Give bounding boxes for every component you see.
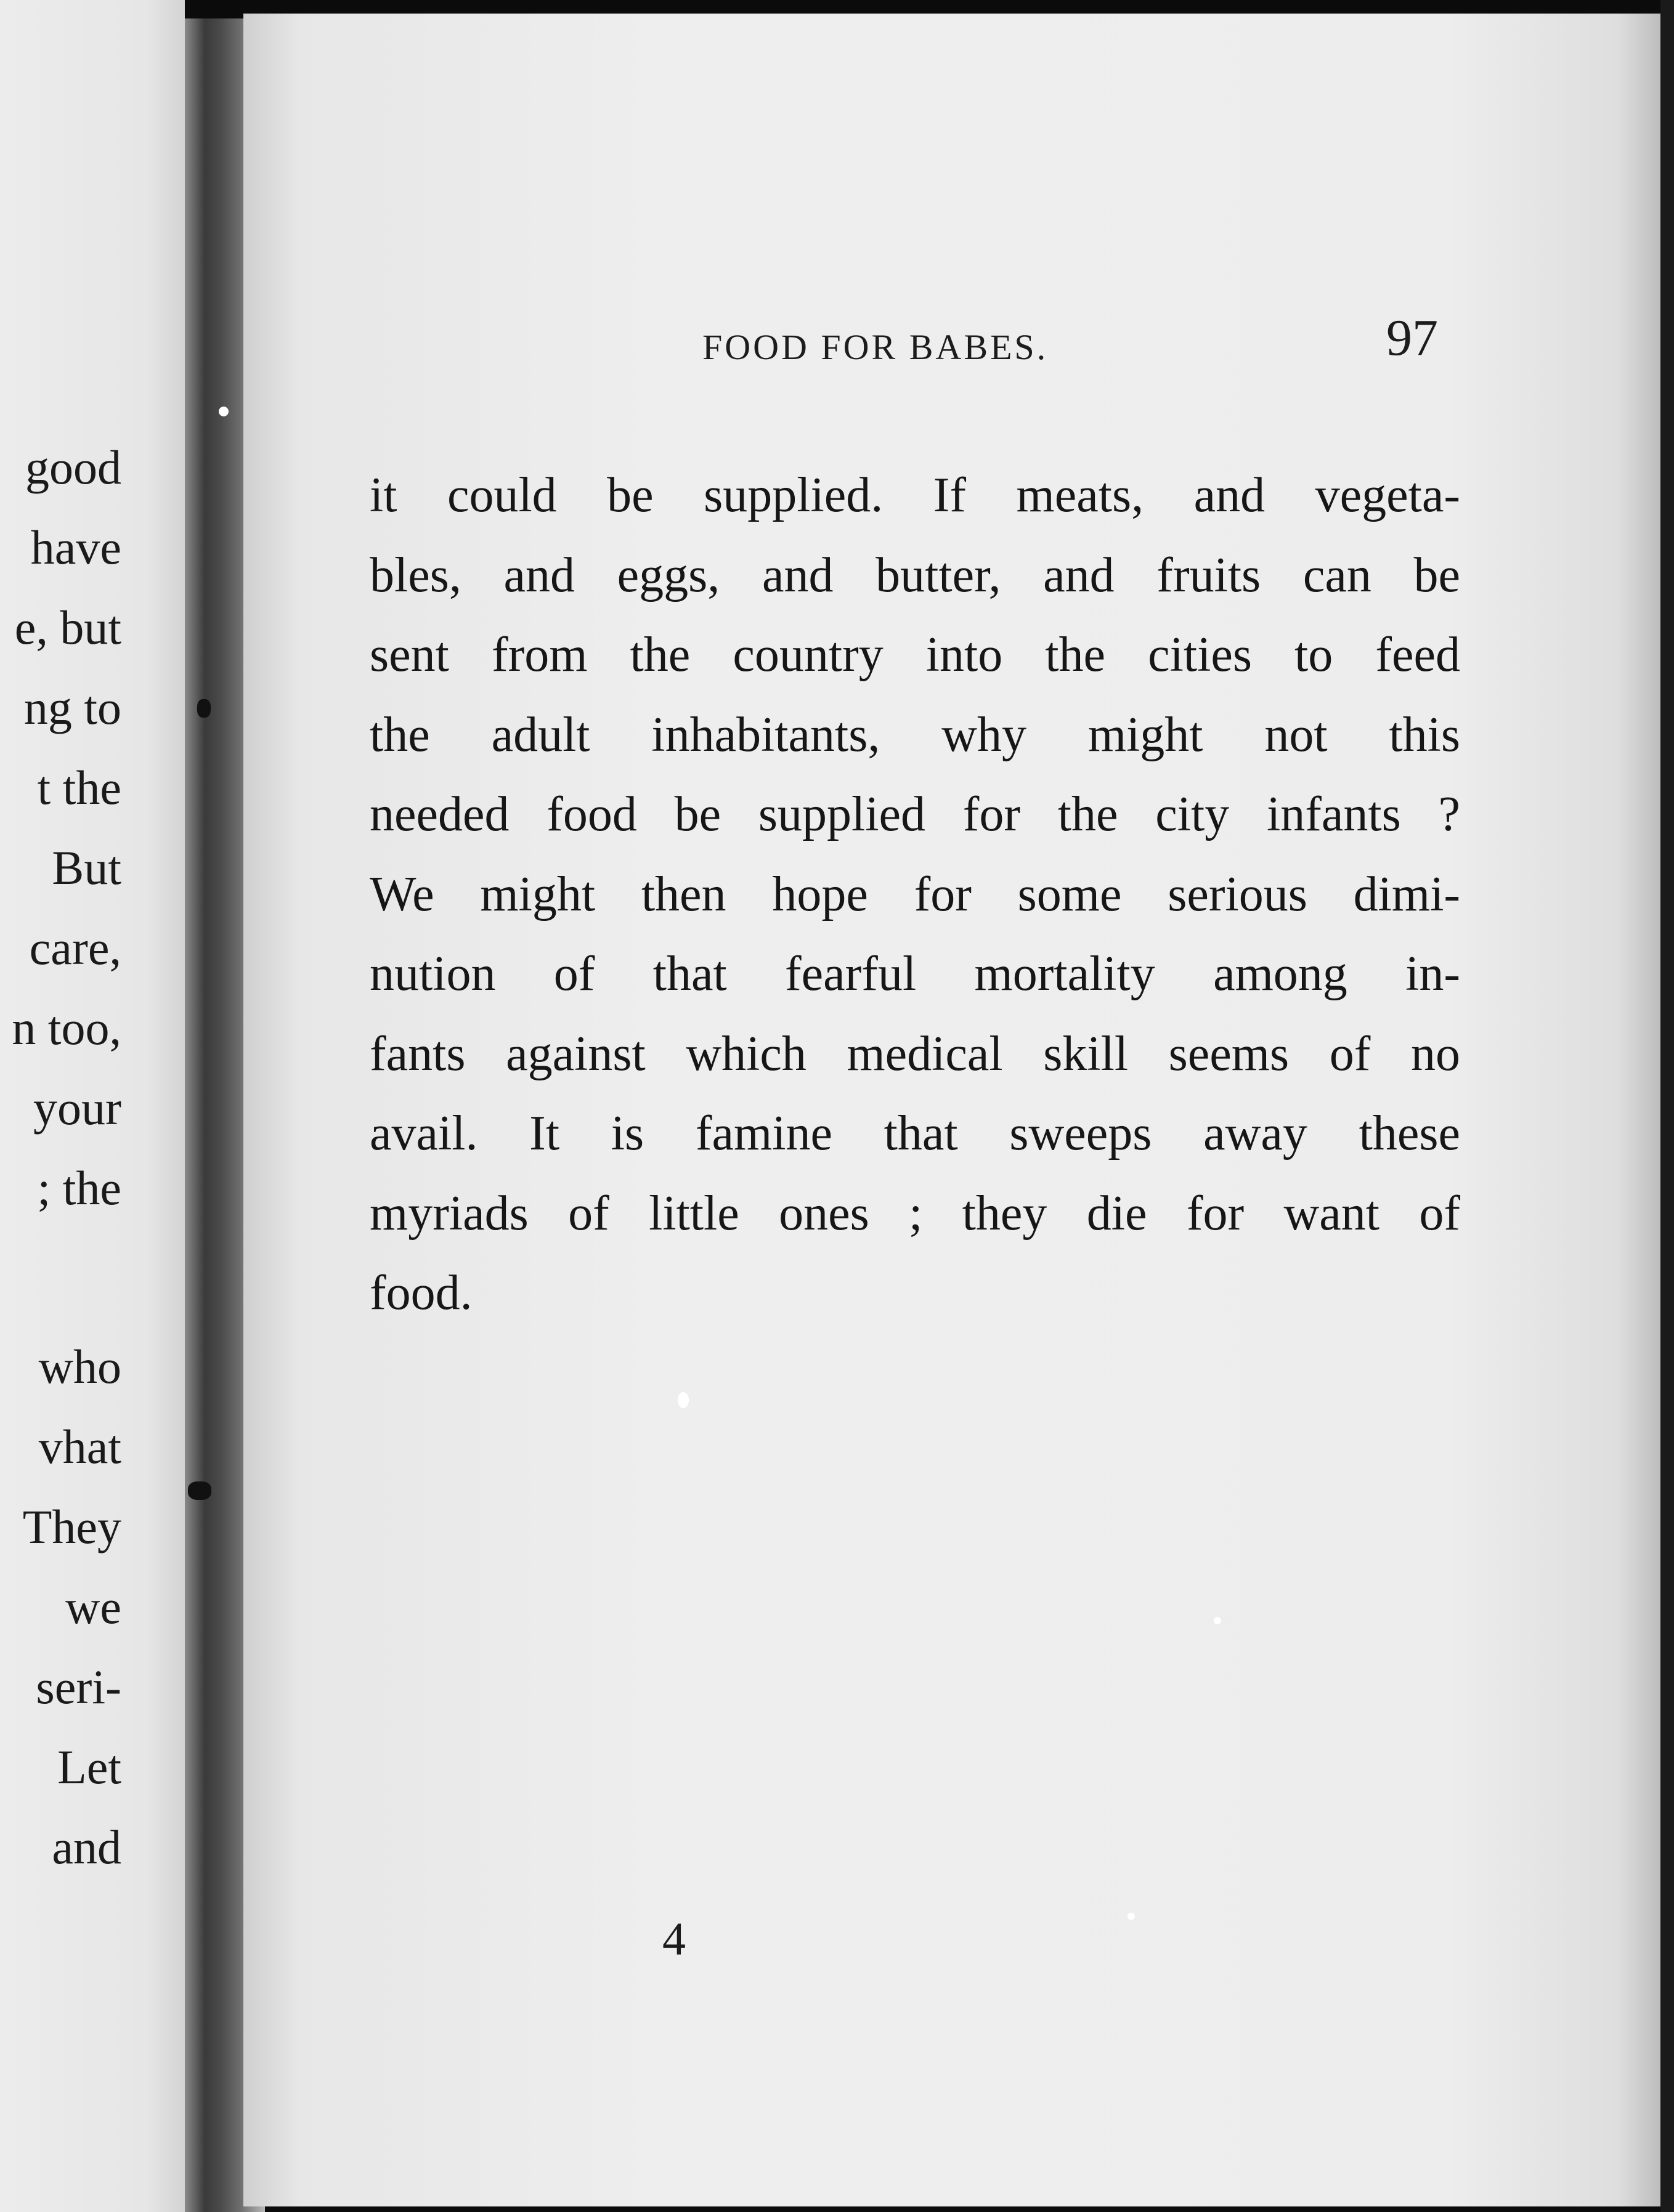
- text-line: We might then hope for some serious dimi-: [370, 867, 1460, 922]
- scan-mark: [188, 1481, 211, 1500]
- text-line: fants against which medical skill seems of no: [370, 1026, 1460, 1081]
- text-line: it could be supplied. If meats, and vegeta-: [370, 468, 1460, 522]
- scan-mark: [197, 699, 211, 718]
- left-page-line: your: [33, 1081, 121, 1135]
- page-number: 97: [1386, 309, 1438, 367]
- scan-speck: [1128, 1913, 1135, 1920]
- signature-mark: 4: [662, 1913, 686, 1965]
- text-line: the adult inhabitants, why might not this: [370, 707, 1460, 762]
- scan-speck: [678, 1392, 689, 1408]
- left-page-line: vhat: [38, 1420, 121, 1473]
- text-line: nution of that fearful mortality among in-: [370, 947, 1460, 1001]
- scan-speck: [1214, 1617, 1221, 1624]
- left-page-line: have: [30, 521, 121, 574]
- left-page-line: who: [38, 1340, 121, 1393]
- left-page-line: we: [65, 1580, 121, 1634]
- scan-border-right: [1660, 0, 1674, 2212]
- left-page-line: e, but: [14, 601, 121, 654]
- body-paragraph: [370, 456, 1460, 1334]
- text-line: sent from the country into the cities to feed: [370, 628, 1460, 682]
- running-head: FOOD FOR BABES.: [702, 327, 1049, 367]
- left-page-line: t the: [37, 761, 121, 814]
- text-line: myriads of little ones ; they die for want of: [370, 1186, 1460, 1241]
- left-page-line: ; the: [37, 1161, 121, 1215]
- text-line: avail. It is famine that sweeps away these: [370, 1106, 1460, 1161]
- left-page-line: care,: [29, 921, 121, 974]
- left-page-line: Let: [57, 1740, 121, 1794]
- left-page-line: But: [52, 841, 121, 894]
- text-line: food.: [370, 1266, 473, 1320]
- left-page-line: ng to: [23, 681, 121, 734]
- left-page-line: They: [22, 1500, 121, 1554]
- left-page-line: seri-: [36, 1660, 121, 1714]
- scan-speck: [219, 407, 229, 416]
- left-page-line: good: [25, 440, 121, 494]
- text-line: needed food be supplied for the city infants ?: [370, 787, 1460, 841]
- left-page-line: n too,: [12, 1001, 121, 1055]
- left-page-line: and: [52, 1820, 121, 1874]
- text-line: bles, and eggs, and butter, and fruits can be: [370, 548, 1460, 602]
